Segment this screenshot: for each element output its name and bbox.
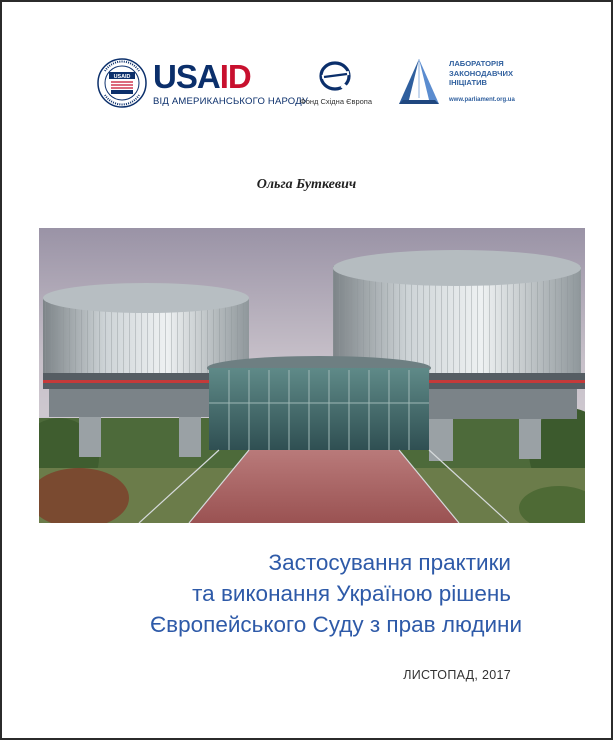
title-line-2: та виконання Україною рішень — [192, 581, 511, 606]
usaid-seal-icon — [97, 58, 147, 108]
lab-line-1: ЛАБОРАТОРІЯ — [449, 59, 504, 68]
publication-date: ЛИСТОПАД, 2017 — [403, 668, 511, 682]
document-title — [150, 547, 523, 640]
title-line-1: Застосування практики — [268, 550, 511, 575]
title-line-3: Європейського Суду з прав людини — [150, 612, 523, 637]
lab-line-3: ІНІЦІАТИВ — [449, 78, 488, 87]
usaid-subtitle: ВІД АМЕРИКАНСЬКОГО НАРОДУ — [153, 96, 309, 107]
author-name: Ольга Буткевич — [256, 177, 357, 192]
usaid-word-blue: USA — [153, 58, 220, 95]
court-building-photo — [39, 228, 585, 523]
usaid-word-red: ID — [219, 58, 251, 95]
lab-line-2: ЗАКОНОДАВЧИХ — [449, 68, 514, 78]
usaid-wordmark — [153, 59, 251, 95]
legislative-lab-name — [449, 59, 513, 88]
seal-badge: USAID — [113, 73, 131, 80]
legislative-lab-url: www.parliament.org.ua — [449, 97, 515, 103]
legislative-lab-logo-icon — [395, 58, 443, 106]
east-europe-foundation-logo-icon — [316, 58, 354, 94]
foundation-name: Фонд Східна Європа — [300, 97, 373, 106]
